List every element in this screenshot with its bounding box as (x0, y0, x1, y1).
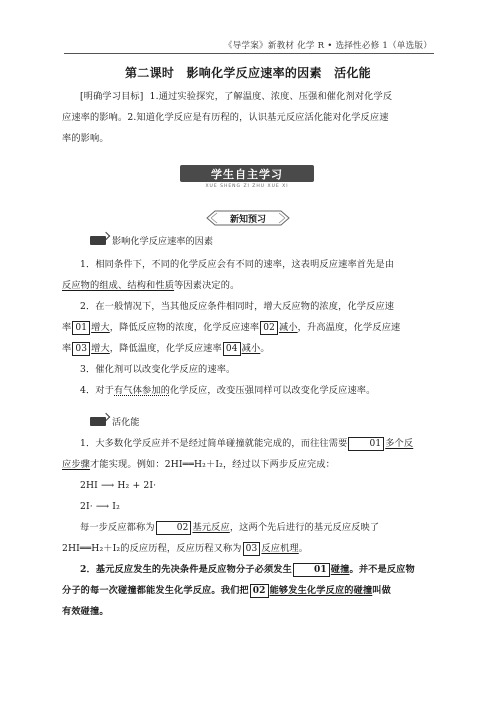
answer-blank: 能够发生化学反应的碰撞 (269, 585, 373, 596)
text: ，这两个先后进行的基元反应反映了 (229, 522, 380, 533)
section-1-heading (90, 235, 213, 249)
objectives-text-2: 应速率的影响。2.知道化学反应是有历程的，认识基元反应活化能对化学反应速 (62, 112, 389, 123)
text: ，降低温度，化学反应速率 (109, 343, 222, 354)
s1-item1-answer: 反应物的组成、结构和性质 (62, 280, 175, 291)
answer-blank: 反应机理 (261, 543, 299, 554)
section-1-title: 影响化学反应速率的因素 (112, 236, 214, 247)
text: 2HI══H₂＋I₂的反应历程，反应历程又称为 (62, 543, 242, 554)
text: 。 (298, 543, 309, 554)
text: 率 (62, 322, 72, 333)
s2-item1-line2 (62, 454, 438, 475)
preview-badge (205, 208, 291, 228)
s2-item1-line1 (62, 433, 438, 454)
s2-item2-line2 (62, 580, 438, 601)
section-arrow-icon (90, 236, 106, 245)
answer-number-box: 01 (348, 437, 384, 451)
text: 每一步反应都称为 (80, 522, 155, 533)
section-arrow-icon (90, 417, 106, 426)
text: 才能实现。例如：2HI══H₂＋I₂，经过以下两步反应完成： (90, 459, 336, 470)
answer-number-box: 03 (243, 542, 261, 556)
s1-item4-emphasis: 有气体参加的 (114, 385, 171, 396)
s1-item2-line1: 2．在一般情况下，当其他反应条件相同时，增大反应物的浓度，化学反应速 (80, 301, 395, 312)
header-rule (64, 53, 434, 54)
preview-label: 新知预习 (229, 215, 266, 225)
answer-blank: 增大 (91, 343, 110, 354)
text: 叫做 (372, 585, 391, 596)
text: 。 (260, 343, 270, 354)
objectives-text-3: 率的影响。 (62, 133, 109, 144)
s2-item1-line6 (62, 538, 438, 559)
objectives-label: [明确学习目标] (80, 91, 144, 102)
s2-item1-line5 (62, 517, 438, 538)
equation-1: 2HI ⟶ H₂ + 2I· (80, 480, 157, 491)
text: ，升高温度，化学反应速 (297, 322, 401, 333)
text: 分子的每一次碰撞都能发生化学反应。我们把 (62, 585, 249, 596)
equation-2: 2I· ⟶ I₂ (80, 501, 120, 512)
s1-item2-line2 (62, 317, 438, 338)
section-2-title: 活化能 (112, 417, 140, 428)
answer-blank: 减小 (241, 343, 261, 354)
s1-item1-line1: 1．相同条件下，不同的化学反应会有不同的速率，这表明反应速率首先是由 (80, 259, 395, 270)
text: 率 (62, 343, 72, 354)
objectives-text-1: 1.通过实验探究，了解温度、浓度、压强和催化剂对化学反 (149, 91, 393, 102)
answer-blank: 减小 (278, 322, 298, 333)
page-title: 第二课时 影响化学反应速率的因素 活化能 (124, 66, 371, 80)
section-2-heading (90, 416, 140, 430)
banner-title: 学生自主学习 (211, 168, 283, 181)
s1-item2-line3 (62, 338, 438, 359)
section-banner (180, 165, 314, 191)
answer-blank: 基元反应 (192, 522, 230, 533)
answer-number-box: 04 (223, 342, 241, 356)
text: 化学反应，改变压强同样可以改变化学反应速率。 (170, 385, 376, 396)
s2-item2-line3: 有效碰撞。 (62, 606, 109, 617)
s1-item1-line2 (62, 275, 438, 296)
s1-item1-rest: 等因素决定的。 (174, 280, 240, 291)
answer-number-box: 01 (293, 563, 330, 577)
s2-item2-line1 (62, 559, 438, 580)
answer-blank: 增大 (91, 322, 110, 333)
section-1-body (62, 254, 438, 401)
text: 。并不是反应物 (349, 564, 415, 575)
banner-subtitle: XUE SHENG ZI ZHU XUE XI (205, 184, 289, 189)
learning-objectives (62, 86, 438, 149)
answer-number-box: 01 (72, 321, 90, 335)
s1-item3: 3．催化剂可以改变化学反应的速率。 (80, 364, 236, 375)
answer-blank: 碰撞 (330, 564, 350, 575)
text: 2．基元反应发生的先决条件是反应物分子必须发生 (80, 564, 292, 575)
answer-blank: 应步骤 (62, 459, 91, 470)
answer-blank: 多个反 (385, 438, 414, 449)
answer-number-box: 03 (72, 342, 90, 356)
answer-number-box: 02 (156, 521, 192, 535)
text: 4．对于 (80, 385, 115, 396)
text: 1．大多数化学反应并不是经过简单碰撞就能完成的，而往往需要 (80, 438, 348, 449)
s1-item4 (62, 380, 438, 401)
answer-number-box: 02 (260, 321, 278, 335)
running-header: 《导学案》新教材 化学 R • 选择性必修 1（单选版） (223, 41, 432, 51)
answer-number-box: 02 (250, 584, 269, 598)
text: ，降低反应物的浓度，化学反应速率 (109, 322, 260, 333)
section-2-body (62, 433, 438, 622)
